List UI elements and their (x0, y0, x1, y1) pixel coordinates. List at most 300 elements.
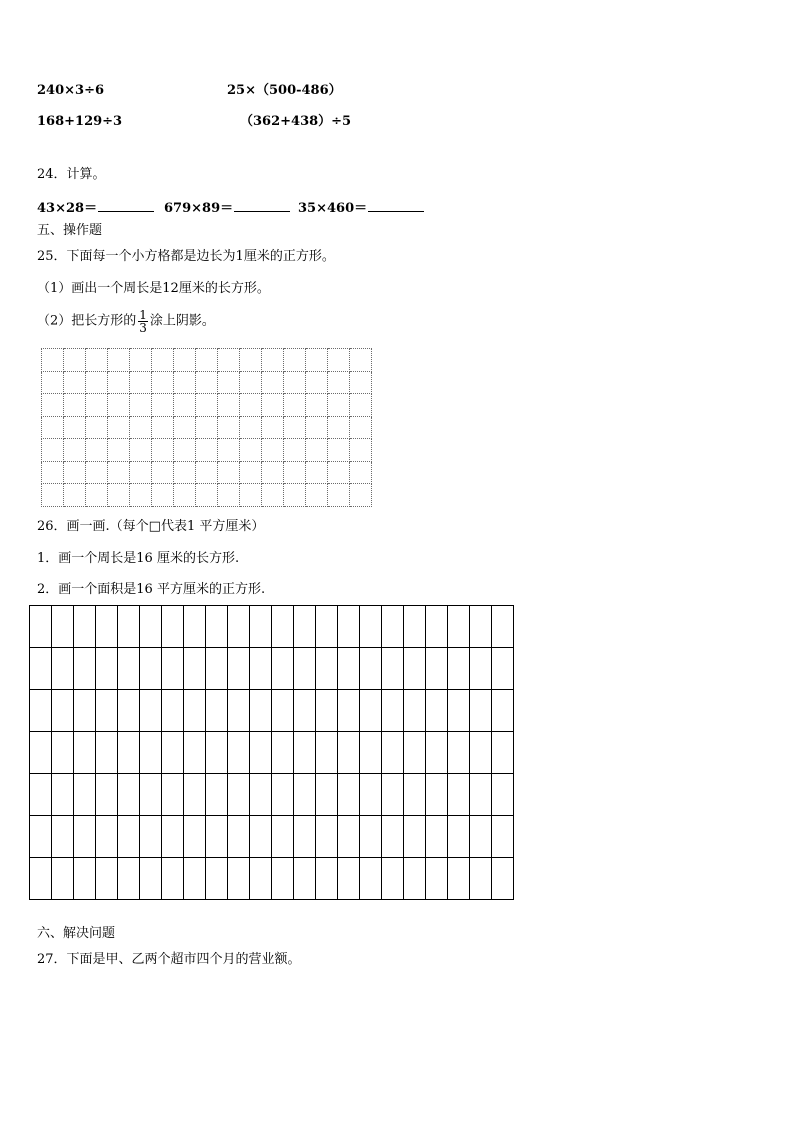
grid-cell[interactable] (250, 648, 272, 690)
grid-cell[interactable] (492, 858, 514, 900)
grid-cell[interactable] (404, 690, 426, 732)
grid-cell[interactable] (64, 484, 86, 507)
grid-cell[interactable] (350, 439, 372, 462)
grid-cell[interactable] (118, 774, 140, 816)
grid-cell[interactable] (42, 394, 64, 417)
grid-cell[interactable] (382, 732, 404, 774)
grid-cell[interactable] (118, 732, 140, 774)
q24-item-3 (298, 199, 424, 217)
grid-cell[interactable] (218, 416, 240, 439)
grid-cell[interactable] (108, 439, 130, 462)
grid-cell[interactable] (118, 606, 140, 648)
grid-cell[interactable] (86, 394, 108, 417)
q24-item-3-expr: 35×460＝ (298, 201, 368, 216)
grid-cell[interactable] (360, 648, 382, 690)
grid-cell[interactable] (350, 371, 372, 394)
grid-cell[interactable] (218, 371, 240, 394)
grid-cell[interactable] (96, 858, 118, 900)
grid-cell[interactable] (108, 416, 130, 439)
grid-cell[interactable] (152, 349, 174, 372)
grid-cell[interactable] (328, 461, 350, 484)
grid-cell[interactable] (174, 484, 196, 507)
grid-cell[interactable] (250, 816, 272, 858)
grid-cell[interactable] (316, 732, 338, 774)
grid-cell[interactable] (294, 648, 316, 690)
grid-cell[interactable] (206, 690, 228, 732)
grid-row (42, 439, 372, 462)
grid-cell[interactable] (64, 439, 86, 462)
grid-row (30, 732, 514, 774)
grid-cell[interactable] (240, 394, 262, 417)
grid-cell[interactable] (42, 371, 64, 394)
grid-cell[interactable] (218, 394, 240, 417)
grid-cell[interactable] (240, 416, 262, 439)
grid-cell[interactable] (350, 416, 372, 439)
grid-cell[interactable] (108, 484, 130, 507)
grid-cell[interactable] (162, 816, 184, 858)
grid-cell[interactable] (118, 690, 140, 732)
grid-cell[interactable] (64, 416, 86, 439)
grid-cell[interactable] (426, 774, 448, 816)
grid-cell[interactable] (218, 439, 240, 462)
grid-cell[interactable] (404, 816, 426, 858)
grid-cell[interactable] (118, 648, 140, 690)
grid-cell[interactable] (426, 858, 448, 900)
grid-cell[interactable] (470, 690, 492, 732)
grid-cell[interactable] (284, 461, 306, 484)
grid-cell[interactable] (360, 774, 382, 816)
grid-cell[interactable] (140, 816, 162, 858)
grid-cell[interactable] (338, 816, 360, 858)
grid-cell[interactable] (86, 371, 108, 394)
grid-cell[interactable] (218, 461, 240, 484)
grid-cell[interactable] (470, 816, 492, 858)
grid-cell[interactable] (30, 774, 52, 816)
grid-cell[interactable] (306, 484, 328, 507)
grid-cell[interactable] (52, 690, 74, 732)
grid-cell[interactable] (350, 394, 372, 417)
grid-cell[interactable] (294, 606, 316, 648)
grid-cell[interactable] (470, 774, 492, 816)
grid-cell[interactable] (74, 606, 96, 648)
grid-cell[interactable] (492, 774, 514, 816)
grid-cell[interactable] (196, 416, 218, 439)
grid-cell[interactable] (328, 416, 350, 439)
dotted-square-grid[interactable] (41, 348, 372, 507)
grid-cell[interactable] (294, 732, 316, 774)
grid-cell[interactable] (228, 816, 250, 858)
grid-cell[interactable] (86, 439, 108, 462)
grid-cell[interactable] (360, 606, 382, 648)
grid-cell[interactable] (174, 439, 196, 462)
grid-cell[interactable] (206, 648, 228, 690)
grid-cell[interactable] (426, 816, 448, 858)
grid-cell[interactable] (262, 349, 284, 372)
grid-cell[interactable] (64, 371, 86, 394)
grid-cell[interactable] (328, 484, 350, 507)
grid-cell[interactable] (316, 606, 338, 648)
grid-cell[interactable] (86, 461, 108, 484)
grid-cell[interactable] (294, 774, 316, 816)
grid-cell[interactable] (262, 394, 284, 417)
grid-cell[interactable] (42, 349, 64, 372)
grid-cell[interactable] (30, 648, 52, 690)
grid-cell[interactable] (74, 774, 96, 816)
grid-cell[interactable] (174, 349, 196, 372)
q26-title: 26．画一画.（每个□代表1 平方厘米） (37, 519, 265, 534)
grid-cell[interactable] (30, 816, 52, 858)
grid-cell[interactable] (162, 858, 184, 900)
calc-r2c2: （362+438）÷5 (240, 114, 352, 129)
grid-cell[interactable] (448, 774, 470, 816)
grid-cell[interactable] (272, 606, 294, 648)
grid-cell[interactable] (338, 606, 360, 648)
grid-row (30, 606, 514, 648)
grid-cell[interactable] (162, 690, 184, 732)
grid-cell[interactable] (184, 858, 206, 900)
grid-cell[interactable] (108, 461, 130, 484)
q24-item-2-expr: 679×89＝ (164, 201, 234, 216)
grid-cell[interactable] (470, 858, 492, 900)
grid-cell[interactable] (316, 858, 338, 900)
grid-cell[interactable] (74, 732, 96, 774)
grid-cell[interactable] (130, 439, 152, 462)
grid-cell[interactable] (306, 349, 328, 372)
grid-cell[interactable] (404, 774, 426, 816)
grid-cell[interactable] (152, 461, 174, 484)
grid-cell[interactable] (404, 606, 426, 648)
section-6-title: 六、解决问题 (37, 926, 116, 941)
grid-cell[interactable] (196, 439, 218, 462)
grid-cell[interactable] (382, 606, 404, 648)
grid-cell[interactable] (250, 690, 272, 732)
grid-cell[interactable] (316, 690, 338, 732)
grid-cell[interactable] (228, 774, 250, 816)
grid-cell[interactable] (140, 648, 162, 690)
grid-cell[interactable] (30, 606, 52, 648)
grid-cell[interactable] (228, 648, 250, 690)
grid-cell[interactable] (294, 690, 316, 732)
grid-cell[interactable] (162, 606, 184, 648)
grid-cell[interactable] (470, 648, 492, 690)
grid-cell[interactable] (42, 439, 64, 462)
grid-cell[interactable] (152, 371, 174, 394)
calc-r2c1: 168+129÷3 (37, 114, 123, 129)
grid-cell[interactable] (74, 816, 96, 858)
grid-cell[interactable] (96, 816, 118, 858)
grid-cell[interactable] (338, 858, 360, 900)
grid-cell[interactable] (174, 416, 196, 439)
grid-cell[interactable] (328, 439, 350, 462)
grid-cell[interactable] (218, 349, 240, 372)
grid-cell[interactable] (262, 416, 284, 439)
grid-cell[interactable] (448, 816, 470, 858)
grid-cell[interactable] (184, 774, 206, 816)
grid-cell[interactable] (426, 690, 448, 732)
grid-cell[interactable] (30, 690, 52, 732)
grid-cell[interactable] (30, 858, 52, 900)
grid-cell[interactable] (152, 394, 174, 417)
grid-cell[interactable] (382, 774, 404, 816)
grid-cell[interactable] (294, 816, 316, 858)
grid-cell[interactable] (240, 484, 262, 507)
grid-row (30, 690, 514, 732)
grid-cell[interactable] (140, 774, 162, 816)
grid-cell[interactable] (284, 416, 306, 439)
grid-cell[interactable] (52, 858, 74, 900)
grid-row (42, 416, 372, 439)
q25-part2-after: 涂上阴影。 (149, 313, 215, 329)
grid-cell[interactable] (196, 484, 218, 507)
grid-cell[interactable] (184, 690, 206, 732)
grid-cell[interactable] (338, 690, 360, 732)
grid-cell[interactable] (306, 416, 328, 439)
grid-cell[interactable] (316, 774, 338, 816)
grid-cell[interactable] (240, 461, 262, 484)
grid-cell[interactable] (108, 371, 130, 394)
q25-part2-before: （2）把长方形的 (37, 313, 137, 329)
q24-item-2 (164, 199, 290, 217)
grid-cell[interactable] (174, 371, 196, 394)
grid-cell[interactable] (316, 816, 338, 858)
grid-cell[interactable] (360, 816, 382, 858)
grid-cell[interactable] (42, 484, 64, 507)
grid-cell[interactable] (96, 648, 118, 690)
grid-cell[interactable] (140, 858, 162, 900)
grid-cell[interactable] (360, 858, 382, 900)
grid-cell[interactable] (206, 606, 228, 648)
grid-cell[interactable] (206, 816, 228, 858)
grid-cell[interactable] (196, 394, 218, 417)
grid-cell[interactable] (42, 416, 64, 439)
grid-cell[interactable] (96, 606, 118, 648)
grid-cell[interactable] (240, 349, 262, 372)
grid-cell[interactable] (64, 461, 86, 484)
grid-cell[interactable] (360, 690, 382, 732)
grid-cell[interactable] (338, 732, 360, 774)
q26-item2: 2．画一个面积是16 平方厘米的正方形. (37, 582, 266, 597)
grid-cell[interactable] (240, 439, 262, 462)
grid-cell[interactable] (118, 858, 140, 900)
grid-cell[interactable] (262, 439, 284, 462)
grid-cell[interactable] (306, 394, 328, 417)
grid-cell[interactable] (338, 648, 360, 690)
grid-cell[interactable] (130, 349, 152, 372)
grid-cell[interactable] (152, 484, 174, 507)
grid-cell[interactable] (382, 648, 404, 690)
grid-cell[interactable] (96, 690, 118, 732)
grid-cell[interactable] (184, 606, 206, 648)
grid-cell[interactable] (152, 416, 174, 439)
grid-cell[interactable] (262, 484, 284, 507)
q24-title: 24．计算。 (37, 167, 106, 182)
grid-cell[interactable] (492, 648, 514, 690)
grid-cell[interactable] (284, 484, 306, 507)
section-5-title: 五、操作题 (37, 223, 103, 238)
grid-cell[interactable] (174, 461, 196, 484)
grid-cell[interactable] (196, 371, 218, 394)
grid-cell[interactable] (30, 732, 52, 774)
grid-cell[interactable] (350, 484, 372, 507)
grid-cell[interactable] (130, 394, 152, 417)
grid-cell[interactable] (470, 606, 492, 648)
grid-cell[interactable] (206, 858, 228, 900)
grid-cell[interactable] (284, 394, 306, 417)
grid-cell[interactable] (492, 690, 514, 732)
grid-cell[interactable] (64, 349, 86, 372)
q24-item-1 (37, 199, 154, 217)
grid-cell[interactable] (228, 858, 250, 900)
q24-item-1-expr: 43×28＝ (37, 201, 98, 216)
grid-cell[interactable] (448, 690, 470, 732)
grid-cell[interactable] (284, 349, 306, 372)
grid-row (42, 394, 372, 417)
grid-row (42, 484, 372, 507)
grid-cell[interactable] (272, 690, 294, 732)
grid-cell[interactable] (52, 732, 74, 774)
grid-cell[interactable] (284, 439, 306, 462)
grid-cell[interactable] (250, 606, 272, 648)
grid-cell[interactable] (272, 732, 294, 774)
grid-cell[interactable] (360, 732, 382, 774)
grid-cell[interactable] (382, 858, 404, 900)
grid-cell[interactable] (196, 461, 218, 484)
grid-cell[interactable] (492, 816, 514, 858)
grid-cell[interactable] (338, 774, 360, 816)
grid-cell[interactable] (64, 394, 86, 417)
grid-cell[interactable] (52, 816, 74, 858)
grid-cell[interactable] (206, 774, 228, 816)
grid-cell[interactable] (206, 732, 228, 774)
grid-cell[interactable] (294, 858, 316, 900)
grid-cell[interactable] (382, 690, 404, 732)
grid-row (30, 816, 514, 858)
grid-cell[interactable] (262, 461, 284, 484)
grid-cell[interactable] (184, 732, 206, 774)
grid-cell[interactable] (404, 648, 426, 690)
grid-cell[interactable] (448, 858, 470, 900)
grid-cell[interactable] (52, 648, 74, 690)
grid-cell[interactable] (350, 461, 372, 484)
grid-cell[interactable] (130, 484, 152, 507)
q25-part2 (37, 309, 215, 334)
grid-cell[interactable] (448, 648, 470, 690)
grid-cell[interactable] (306, 439, 328, 462)
grid-cell[interactable] (130, 416, 152, 439)
grid-cell[interactable] (228, 690, 250, 732)
grid-cell[interactable] (86, 416, 108, 439)
grid-cell[interactable] (382, 816, 404, 858)
answer-blank (368, 199, 424, 212)
grid-cell[interactable] (328, 371, 350, 394)
grid-cell[interactable] (140, 690, 162, 732)
grid-cell[interactable] (316, 648, 338, 690)
q27-title: 27．下面是甲、乙两个超市四个月的营业额。 (37, 952, 301, 967)
grid-cell[interactable] (404, 732, 426, 774)
grid-row (30, 858, 514, 900)
grid-cell[interactable] (52, 774, 74, 816)
calc-r1c2: 25×（500-486） (227, 83, 342, 98)
grid-cell[interactable] (52, 606, 74, 648)
grid-cell[interactable] (284, 371, 306, 394)
grid-cell[interactable] (448, 606, 470, 648)
answer-blank (98, 199, 154, 212)
answer-blank (234, 199, 290, 212)
grid-cell[interactable] (130, 461, 152, 484)
grid-cell[interactable] (448, 732, 470, 774)
grid-cell[interactable] (162, 732, 184, 774)
grid-row (30, 648, 514, 690)
grid-row (42, 349, 372, 372)
grid-cell[interactable] (96, 774, 118, 816)
grid-cell[interactable] (130, 371, 152, 394)
grid-cell[interactable] (426, 648, 448, 690)
grid-cell[interactable] (228, 606, 250, 648)
grid-cell[interactable] (228, 732, 250, 774)
grid-cell[interactable] (470, 732, 492, 774)
grid-row (42, 461, 372, 484)
grid-cell[interactable] (272, 816, 294, 858)
grid-cell[interactable] (426, 606, 448, 648)
grid-cell[interactable] (86, 349, 108, 372)
grid-cell[interactable] (306, 371, 328, 394)
grid-cell[interactable] (218, 484, 240, 507)
grid-cell[interactable] (42, 461, 64, 484)
grid-cell[interactable] (108, 349, 130, 372)
grid-cell[interactable] (96, 732, 118, 774)
solid-rect-grid[interactable] (29, 605, 514, 900)
grid-cell[interactable] (108, 394, 130, 417)
q25-part1: （1）画出一个周长是12厘米的长方形。 (37, 281, 270, 296)
grid-cell[interactable] (328, 349, 350, 372)
grid-cell[interactable] (262, 371, 284, 394)
grid-cell[interactable] (86, 484, 108, 507)
grid-cell[interactable] (140, 732, 162, 774)
grid-cell[interactable] (350, 349, 372, 372)
fraction-one-third (138, 309, 148, 334)
grid-cell[interactable] (152, 439, 174, 462)
grid-cell[interactable] (184, 648, 206, 690)
grid-cell[interactable] (492, 606, 514, 648)
grid-cell[interactable] (74, 858, 96, 900)
grid-cell[interactable] (250, 858, 272, 900)
grid-cell[interactable] (196, 349, 218, 372)
fraction-numerator: 1 (139, 308, 147, 322)
grid-cell[interactable] (174, 394, 196, 417)
grid-cell[interactable] (426, 732, 448, 774)
fraction-denominator: 3 (139, 321, 147, 335)
grid-cell[interactable] (74, 690, 96, 732)
grid-cell[interactable] (306, 461, 328, 484)
grid-cell[interactable] (250, 732, 272, 774)
grid-cell[interactable] (492, 732, 514, 774)
grid-row (30, 774, 514, 816)
calc-r1c1: 240×3÷6 (37, 83, 105, 98)
grid-cell[interactable] (328, 394, 350, 417)
grid-cell[interactable] (184, 816, 206, 858)
grid-cell[interactable] (250, 774, 272, 816)
grid-cell[interactable] (272, 774, 294, 816)
grid-cell[interactable] (162, 648, 184, 690)
grid-cell[interactable] (118, 816, 140, 858)
grid-cell[interactable] (74, 648, 96, 690)
grid-cell[interactable] (272, 858, 294, 900)
grid-cell[interactable] (140, 606, 162, 648)
grid-cell[interactable] (240, 371, 262, 394)
grid-cell[interactable] (272, 648, 294, 690)
grid-cell[interactable] (162, 774, 184, 816)
grid-cell[interactable] (404, 858, 426, 900)
